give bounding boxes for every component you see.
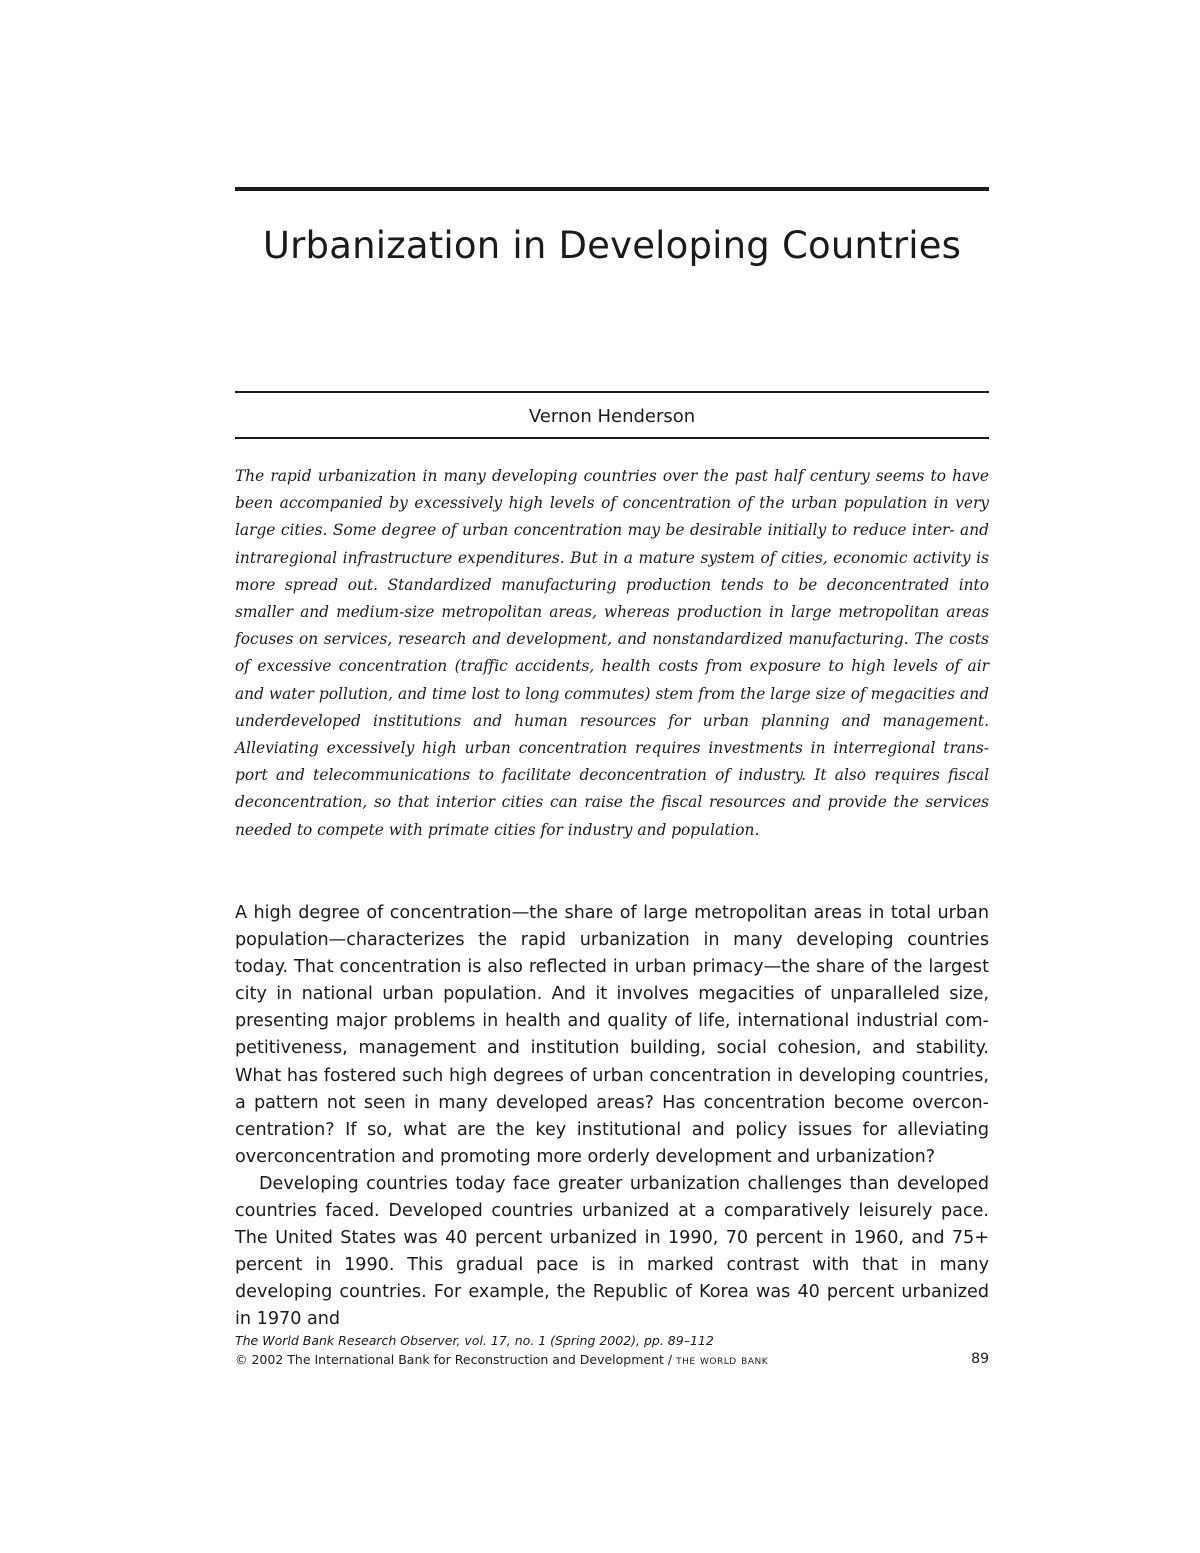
author-bottom-rule <box>235 437 989 439</box>
body-paragraph-2: Developing countries today face greater urbanization challenges than developed countries faced. Developed countries urbanized at a comparatively leisurely pace. The United States was 40 percent urbanized in 1990, 70 percent in 1960, and 75+ percent in 1990. This gradual pace is in marked contrast with that in many developing countries. For example, the Republic of Korea was 40 percent urbanized in 1970 and <box>235 1173 989 1330</box>
title-top-rule <box>235 187 989 191</box>
page-number: 89 <box>971 1351 989 1367</box>
body-paragraph-1: A high degree of concentration—the share of large metropolitan areas in total urban population—characterizes the rapid urbanization in many developing countries today. That concentration is also reflected in urban primacy—the share of the largest city in national urban population. And it involves megacities of unparalleled size, presenting major problems in health and quality of life, international industrial competitiveness, management and institution building, social cohesion, and stability. What has fostered such high degrees of urban concentration in developing countries, a pattern not seen in many developed areas? Has concentration become overconcentration? If so, what are the key institutional and policy issues for alleviating overconcentration and promoting more orderly development and urbanization? <box>235 903 989 1167</box>
copyright-line <box>235 1351 935 1369</box>
article-title: Urbanization in Developing Countries <box>262 224 962 267</box>
journal-citation: The World Bank Research Observer, vol. 17, no. 1 (Spring 2002), pp. 89–112 <box>235 1333 714 1348</box>
article-body <box>235 900 989 1334</box>
publisher-name: the world bank <box>676 1352 769 1367</box>
author-top-rule <box>235 391 989 393</box>
abstract-text: The rapid urbanization in many developing countries over the past half century seems to have been accompanied by excessively high levels of concentration of the urban population in very large cities. Some degree of urban concentration may be desirable initially to reduce inter- and intraregional infrastructure expenditures. But in a mature system of cities, economic activity is more spread out. Standardized manufacturing production tends to be deconcentrated into smaller and medium-size metropolitan areas, whereas production in large metropolitan areas focuses on services, research and development, and nonstandardized manufacturing. The costs of excessive concentration (traffic accidents, health costs from exposure to high levels of air and water pollution, and time lost to long commutes) stem from the large size of megacities and underdeveloped institutions and human resources for urban planning and management. Alleviating excessively high urban concentration requires investments in interregional transport and telecommunications to facilitate deconcentration of industry. It also requires fiscal deconcentration, so that interior cities can raise the fiscal resources and provide the services needed to compete with primate cities for industry and population. <box>235 467 989 839</box>
copyright-text: © 2002 The International Bank for Reconstruction and Development / <box>235 1352 677 1367</box>
article-author: Vernon Henderson <box>528 406 696 427</box>
article-page <box>235 0 989 1553</box>
